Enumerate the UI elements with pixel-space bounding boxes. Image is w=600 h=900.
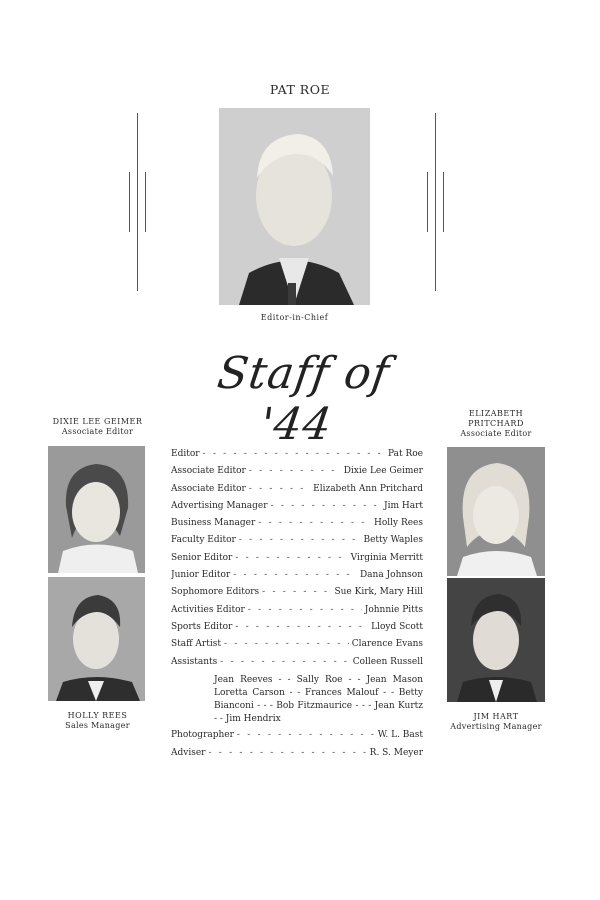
profile-caption-dixie	[40, 417, 155, 437]
roster-row	[171, 449, 423, 466]
profile-name: ELIZABETH	[468, 409, 524, 418]
roster-role: Faculty Editor	[171, 535, 236, 546]
roster-name: Dana Johnson	[359, 570, 423, 581]
editor-in-chief-role: Editor-in-Chief	[260, 313, 329, 322]
decorative-line	[145, 172, 146, 232]
profile-role: Associate Editor	[61, 427, 134, 436]
profile-role: Sales Manager	[65, 721, 130, 730]
roster-name: Lloyd Scott	[371, 621, 423, 632]
roster-role: Junior Editor	[171, 570, 231, 581]
roster-role: Senior Editor	[171, 552, 233, 563]
roster-row	[171, 639, 423, 656]
page-title: Staff of '44	[214, 348, 393, 450]
assistants-list: Jean Reeves - - Sally Roe - - Jean Mason Loretta Carson - - Frances Malouf - - Betty Bianconi - - - Bob Fitzmaurice - - - Jean Kurtz - - Jim Hendrix	[214, 674, 423, 725]
roster-role: Associate Editor	[171, 466, 246, 477]
roster-name: Pat Roe	[387, 449, 423, 459]
profile-name: JIM HART	[473, 712, 519, 721]
editor-in-chief-portrait	[219, 108, 370, 305]
roster-row	[171, 622, 423, 639]
roster-name: Johnnie Pitts	[364, 604, 423, 615]
roster-role: Sophomore Editors	[171, 587, 260, 598]
roster-row	[171, 730, 423, 747]
portrait-elizabeth-pritchard	[447, 447, 545, 576]
roster-name: Clarence Evans	[351, 639, 423, 650]
roster-row	[171, 657, 423, 674]
roster-row	[171, 587, 423, 604]
roster-name: W. L. Bast	[377, 730, 423, 741]
decorative-line	[443, 172, 444, 232]
roster-name: Virginia Merritt	[350, 552, 423, 563]
roster-name: Betty Waples	[363, 535, 423, 546]
portrait-jim-hart	[447, 578, 545, 702]
profile-role: Advertising Manager	[450, 722, 542, 731]
roster-row	[171, 484, 423, 501]
roster-role: Photographer	[171, 730, 234, 741]
roster-name: Sue Kirk, Mary Hill	[334, 587, 423, 598]
roster-row	[171, 466, 423, 483]
decorative-line	[129, 172, 130, 232]
roster-role: Sports Editor	[171, 621, 233, 632]
portrait-dixie-lee-geimer	[48, 446, 145, 573]
profile-role: Associate Editor	[460, 429, 532, 438]
roster-row	[171, 553, 423, 570]
staff-roster	[171, 449, 423, 765]
roster-name: Holly Rees	[373, 518, 423, 529]
profile-caption-elizabeth	[445, 409, 547, 439]
roster-row	[171, 535, 423, 552]
profile-caption-jim	[440, 712, 552, 732]
editor-in-chief-name: PAT ROE	[269, 82, 331, 97]
roster-role: Staff Artist	[171, 639, 221, 650]
roster-role: Associate Editor	[171, 483, 246, 494]
roster-name: Dixie Lee Geimer	[343, 466, 423, 477]
roster-name: Elizabeth Ann Pritchard	[313, 483, 423, 494]
portrait-holly-rees	[48, 577, 145, 701]
roster-name: R. S. Meyer	[369, 747, 423, 758]
roster-role: Adviser	[171, 747, 206, 758]
decorative-line	[137, 113, 138, 291]
roster-role: Advertising Manager	[171, 500, 268, 511]
roster-name: Colleen Russell	[352, 656, 423, 667]
roster-role: Assistants	[171, 656, 218, 667]
roster-role: Editor	[171, 449, 200, 459]
decorative-line	[435, 113, 436, 291]
roster-role: Activities Editor	[171, 604, 245, 615]
roster-row	[171, 748, 423, 765]
profile-name: PRITCHARD	[468, 419, 524, 428]
roster-row	[171, 518, 423, 535]
profile-caption-holly	[40, 711, 155, 731]
roster-row	[171, 570, 423, 587]
roster-row	[171, 605, 423, 622]
roster-name: Jim Hart	[383, 500, 423, 511]
roster-row	[171, 501, 423, 518]
profile-name: DIXIE LEE GEIMER	[52, 417, 143, 426]
profile-name: HOLLY REES	[67, 711, 128, 720]
decorative-line	[427, 172, 428, 232]
roster-role: Business Manager	[171, 518, 256, 529]
